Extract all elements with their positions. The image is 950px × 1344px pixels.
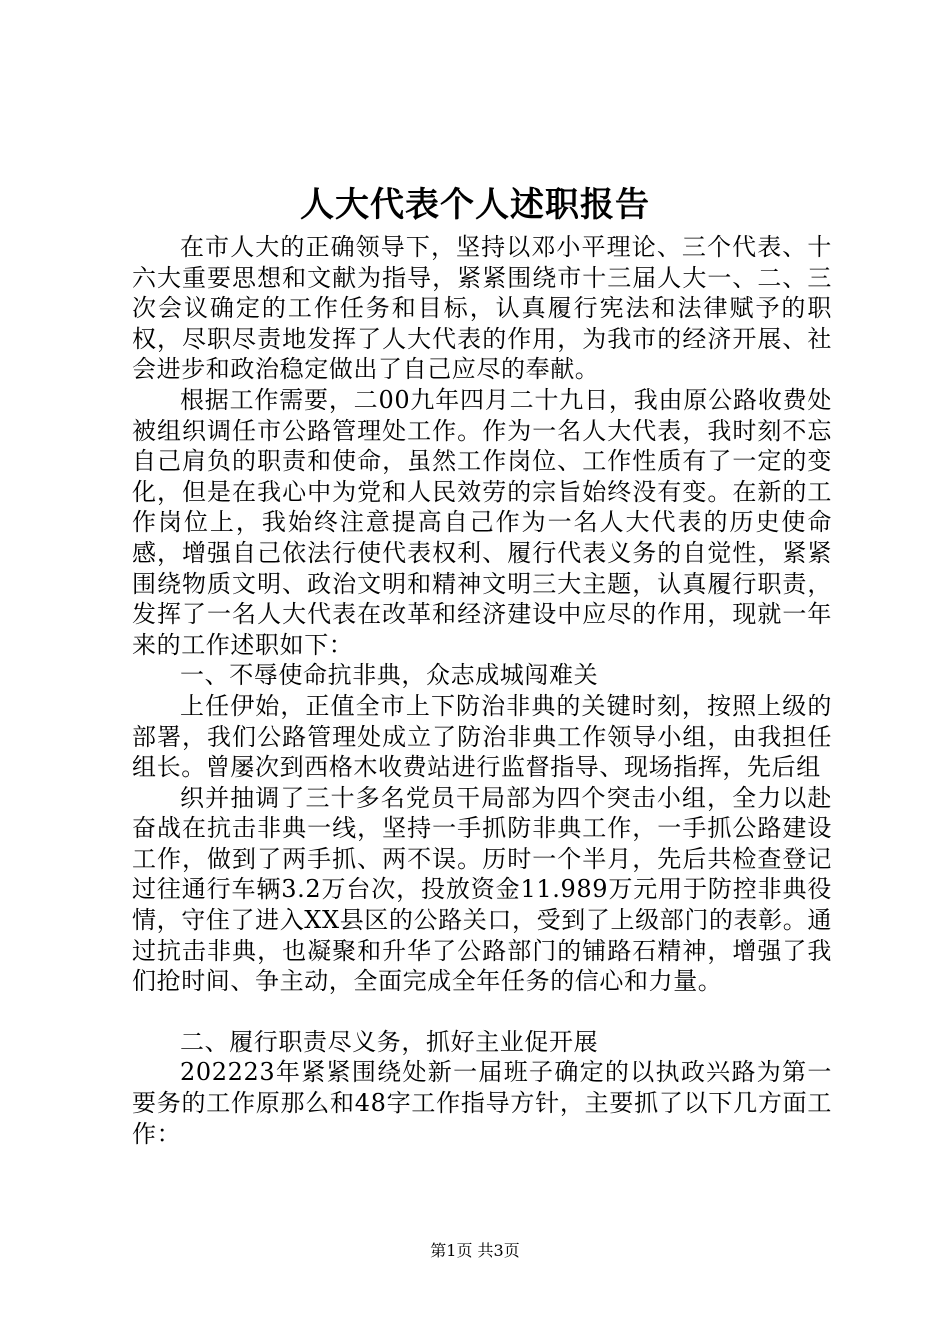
paragraph-section1-a: 上任伊始，正值全市上下防治非典的关键时刻，按照上级的部署，我们公路管理处成立了防治非典工作领导小组，由我担任组长。曾屡次到西格木收费站进行监督指导、现场指挥，先后组: [132, 691, 832, 782]
paragraph-intro: 在市人大的正确领导下，坚持以邓小平理论、三个代表、十六大重要思想和文献为指导，紧紧围绕市十三届人大一、二、三次会议确定的工作任务和目标，认真履行宪法和法律赋予的职权，尽职尽责地发挥了人大代表的作用，为我市的经济开展、社会进步和政治稳定做出了自己应尽的奉献。: [132, 233, 832, 384]
paragraph-background: 根据工作需要，二00九年四月二十九日，我由原公路收费处被组织调任市公路管理处工作。作为一名人大代表，我时刻不忘自己肩负的职责和使命，虽然工作岗位、工作性质有了一定的变化，但是在我心中为党和人民效劳的宗旨始终没有变。在新的工作岗位上，我始终注意提高自己作为一名人大代表的历史使命感，增强自己依法行使代表权利、履行代表义务的自觉性，紧紧围绕物质文明、政治文明和精神文明三大主题，认真履行职责，发挥了一名人大代表在改革和经济建设中应尽的作用，现就一年来的工作述职如下：: [132, 385, 832, 659]
section-heading-2: 二、履行职责尽义务，抓好主业促开展: [180, 1027, 599, 1056]
page-number: 第1页 共3页: [430, 1241, 520, 1260]
paragraph-section1-b: 织并抽调了三十多名党员干局部为四个突击小组，全力以赴奋战在抗击非典一线，坚持一手抓防非典工作，一手抓公路建设工作，做到了两手抓、两不误。历时一个半月，先后共检查登记过往通行车辆3.2万台次，投放资金11.989万元用于防控非典役情，守住了进入XX县区的公路关口，受到了上级部门的表彰。通过抗击非典，也凝聚和升华了公路部门的铺路石精神，增强了我们抢时间、争主动，全面完成全年任务的信心和力量。: [132, 783, 832, 996]
document-body: [132, 232, 832, 1149]
section-heading-1: 一、不辱使命抗非典，众志成城闯难关: [180, 661, 599, 690]
document-title: 人大代表个人述职报告: [300, 185, 650, 225]
paragraph-section2: 202223年紧紧围绕处新一届班子确定的以执政兴路为第一要务的工作原那么和48字工作指导方针，主要抓了以下几方面工作：: [132, 1058, 832, 1148]
